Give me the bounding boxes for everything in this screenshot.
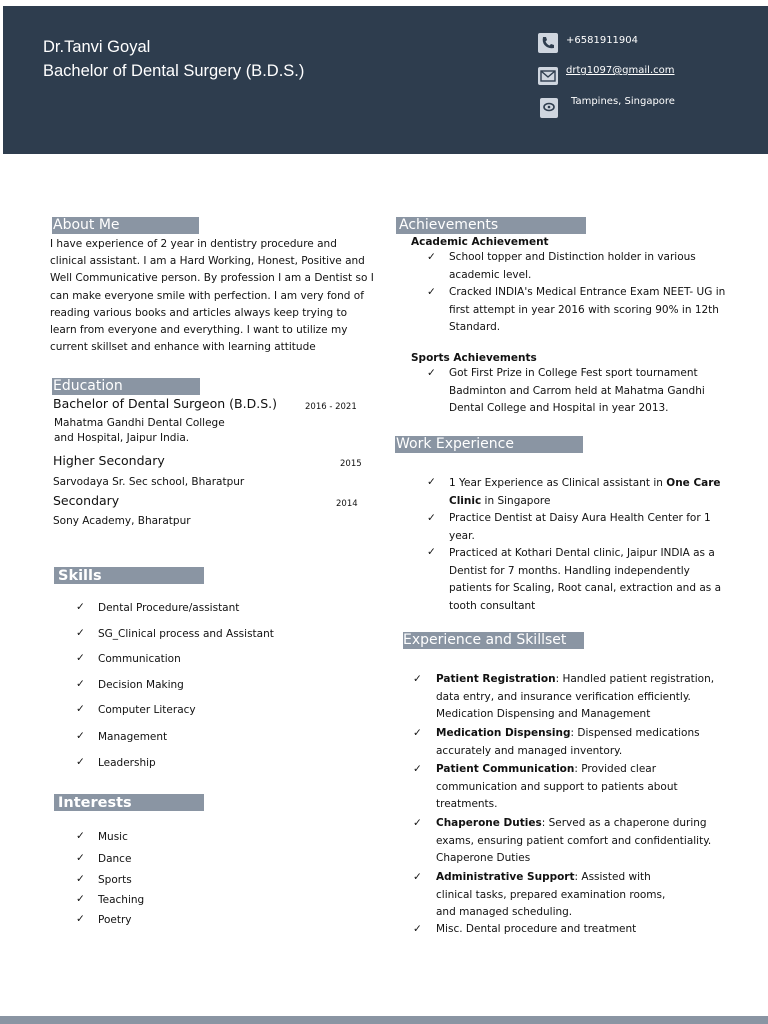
experience-item-text: : Assisted with clinical tasks, prepared examination rooms, and managed scheduling. <box>436 871 666 918</box>
sports-achievement-heading: Sports Achievements <box>411 352 537 364</box>
academic-achievement-heading: Academic Achievement <box>411 236 549 248</box>
experience-item-title: Administrative Support <box>436 871 575 883</box>
work-item-text: in Singapore <box>481 494 551 507</box>
education-degree-higher-secondary: Higher Secondary <box>53 453 165 468</box>
check-icon: ✓ <box>413 673 422 685</box>
check-icon: ✓ <box>76 913 85 925</box>
check-icon: ✓ <box>76 730 85 742</box>
experience-item-title: Patient Communication <box>436 763 575 775</box>
check-icon: ✓ <box>427 286 436 298</box>
experience-item-text: : Provided clear communication and support to patients about treatments. <box>436 763 678 810</box>
work-experience-item <box>449 475 729 510</box>
header-banner <box>3 6 768 154</box>
education-degree-bds: Bachelor of Dental Surgeon (B.D.S.) <box>53 396 277 411</box>
email-link[interactable]: drtg1097@gmail.com <box>566 65 675 76</box>
education-years-secondary: 2014 <box>336 499 358 509</box>
interest-item: Teaching <box>98 894 145 906</box>
interests-heading: Interests <box>54 794 204 811</box>
education-school-bds-line1: Mahatma Gandhi Dental College <box>54 417 225 429</box>
check-icon: ✓ <box>427 476 436 488</box>
education-school-higher-secondary: Sarvodaya Sr. Sec school, Bharatpur <box>53 476 245 488</box>
work-experience-heading: Work Experience <box>395 436 583 453</box>
skill-item: Leadership <box>98 757 156 769</box>
check-icon: ✓ <box>76 652 85 664</box>
check-icon: ✓ <box>76 756 85 768</box>
experience-item-text: : Dispensed medications accurately and managed inventory. <box>436 727 700 757</box>
skills-heading: Skills <box>54 567 204 584</box>
achievements-heading: Achievements <box>396 217 586 234</box>
check-icon: ✓ <box>413 763 422 775</box>
about-heading: About Me <box>52 217 199 234</box>
check-icon: ✓ <box>76 601 85 613</box>
experience-item-title: Chaperone Duties <box>436 817 542 829</box>
experience-item <box>436 725 716 760</box>
interest-item: Dance <box>98 853 132 865</box>
experience-item-title: Patient Registration <box>436 673 556 685</box>
experience-skillset-heading: Experience and Skillset <box>403 632 584 649</box>
about-text: I have experience of 2 year in dentistry procedure and clinical assistant. I am a Hard Working, Honest, Positive and Well Communicative person. By profession I am a Dentist so I can make everyone smile with perfection. I am very fond of reading various books and articles always keep trying to learn from everyone and everything. I want to utilize my current skillset and enhance with learning attitude <box>50 238 374 354</box>
check-icon: ✓ <box>76 852 85 864</box>
experience-item <box>436 761 706 814</box>
education-school-bds-line2: and Hospital, Jaipur India. <box>54 432 190 444</box>
academic-achievement-item: Cracked INDIA's Medical Entrance Exam NEET- UG in first attempt in year 2016 with scoring 90% in 12th Standard. <box>449 286 726 333</box>
interest-item: Poetry <box>98 914 132 926</box>
phone-icon <box>538 33 558 53</box>
education-degree-secondary: Secondary <box>53 493 120 508</box>
skill-item: Communication <box>98 653 181 665</box>
check-icon: ✓ <box>76 678 85 690</box>
phone-number[interactable]: +6581911904 <box>566 35 639 46</box>
check-icon: ✓ <box>427 367 436 379</box>
footer-bar <box>0 1016 768 1024</box>
check-icon: ✓ <box>76 893 85 905</box>
skill-item: Dental Procedure/assistant <box>98 602 240 614</box>
work-experience-item: Practiced at Kothari Dental clinic, Jaipur INDIA as a Dentist for 7 months. Handling independently patients for Scaling, Root canal, extraction and as a tooth consultant <box>449 547 722 612</box>
experience-item-text: : Handled patient registration, data entry, and insurance verification efficiently. Medication Dispensing and Management <box>436 673 715 720</box>
location-icon <box>540 98 558 118</box>
location-text: Tampines, Singapore <box>571 96 675 107</box>
skill-item: Management <box>98 731 168 743</box>
check-icon: ✓ <box>76 830 85 842</box>
interest-item: Sports <box>98 874 132 886</box>
check-icon: ✓ <box>413 817 422 829</box>
education-years-bds: 2016 - 2021 <box>305 402 357 412</box>
interest-item: Music <box>98 831 128 843</box>
check-icon: ✓ <box>76 703 85 715</box>
check-icon: ✓ <box>76 627 85 639</box>
sports-achievement-item: Got First Prize in College Fest sport tournament Badminton and Carrom held at Mahatma Gandhi Dental College and Hospital in year 2013. <box>449 367 705 414</box>
candidate-degree: Bachelor of Dental Surgery (B.D.S.) <box>43 62 305 80</box>
work-experience-item: Practice Dentist at Daisy Aura Health Center for 1 year. <box>449 512 711 542</box>
experience-item-title: Medication Dispensing <box>436 727 571 739</box>
check-icon: ✓ <box>413 871 422 883</box>
experience-item <box>436 869 686 922</box>
candidate-name: Dr.Tanvi Goyal <box>43 38 151 56</box>
experience-item <box>436 671 732 724</box>
education-school-secondary: Sony Academy, Bharatpur <box>53 515 191 527</box>
check-icon: ✓ <box>413 727 422 739</box>
experience-item <box>436 815 732 868</box>
education-years-higher-secondary: 2015 <box>340 459 362 469</box>
check-icon: ✓ <box>427 512 436 524</box>
check-icon: ✓ <box>76 873 85 885</box>
experience-item: Misc. Dental procedure and treatment <box>436 923 637 935</box>
work-item-text: 1 Year Experience as Clinical assistant in <box>449 477 667 489</box>
experience-item-text: : Served as a chaperone during exams, ensuring patient comfort and confidentiality. Chaperone Duties <box>436 817 712 864</box>
education-heading: Education <box>52 378 200 395</box>
check-icon: ✓ <box>413 923 422 935</box>
check-icon: ✓ <box>427 251 436 263</box>
academic-achievement-item: School topper and Distinction holder in various academic level. <box>449 251 696 281</box>
email-icon <box>538 67 558 85</box>
skill-item: SG_Clinical process and Assistant <box>98 628 274 640</box>
check-icon: ✓ <box>427 546 436 558</box>
work-item-employer: One Care Clinic <box>449 477 721 507</box>
skill-item: Decision Making <box>98 679 184 691</box>
skill-item: Computer Literacy <box>98 704 196 716</box>
